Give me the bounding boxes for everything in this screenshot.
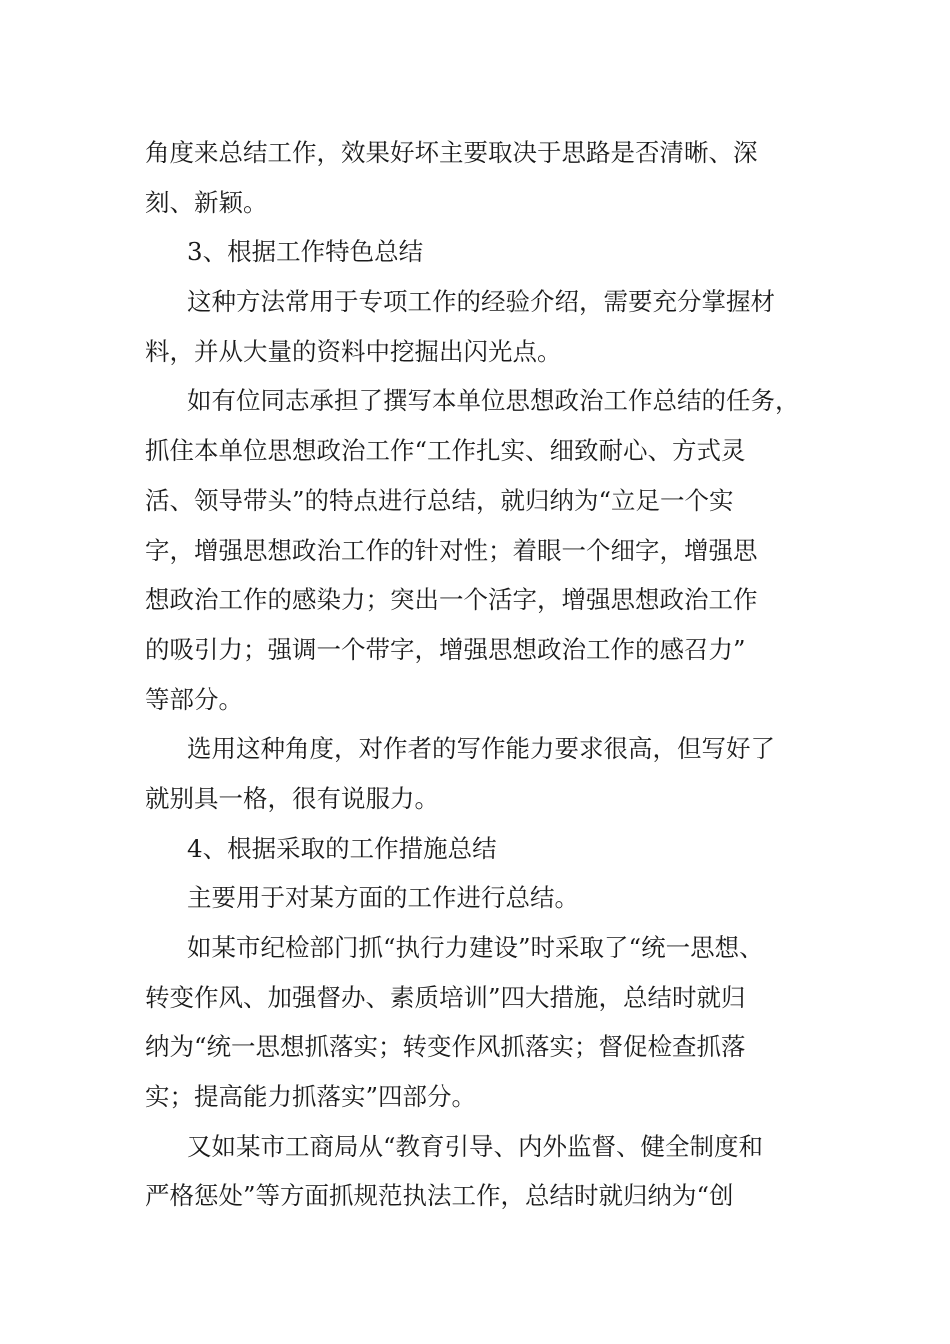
text-line: 料，并从大量的资料中挖掘出闪光点。 [145, 336, 562, 366]
text-line: 刻、新颖。 [145, 187, 268, 217]
text-line: 就别具一格，很有说服力。 [145, 783, 439, 813]
text-line: 想政治工作的感染力；突出一个活字，增强思想政治工作 [145, 585, 758, 615]
text-line: 如有位同志承担了撰写本单位思想政治工作总结的任务， [187, 386, 800, 416]
section-heading: 4、根据采取的工作措施总结 [187, 833, 497, 863]
text-line: 的吸引力；强调一个带字，增强思想政治工作的感召力” [145, 634, 746, 664]
text-line: 纳为“统一思想抓落实；转变作风抓落实；督促检查抓落 [145, 1032, 746, 1062]
text-line: 主要用于对某方面的工作进行总结。 [187, 883, 579, 913]
text-line: 严格惩处”等方面抓规范执法工作，总结时就归纳为“创 [145, 1181, 734, 1211]
text-line: 选用这种角度，对作者的写作能力要求很高，但写好了 [187, 734, 775, 764]
text-line: 抓住本单位思想政治工作“工作扎实、细致耐心、方式灵 [145, 436, 746, 466]
text-line: 实；提高能力抓落实”四部分。 [145, 1082, 477, 1112]
text-line: 角度来总结工作，效果好坏主要取决于思路是否清晰、深 [145, 138, 758, 167]
section-heading: 3、根据工作特色总结 [187, 237, 424, 267]
text-line: 又如某市工商局从“教育引导、内外监督、健全制度和 [187, 1131, 764, 1161]
text-line: 等部分。 [145, 684, 243, 714]
text-line: 转变作风、加强督办、素质培训”四大措施，总结时就归 [145, 982, 746, 1012]
text-line: 这种方法常用于专项工作的经验介绍，需要充分掌握材 [187, 287, 775, 317]
text-line: 活、领导带头”的特点进行总结，就归纳为“立足一个实 [145, 485, 734, 515]
document-body [145, 128, 825, 1221]
text-line: 字，增强思想政治工作的针对性；着眼一个细字，增强思 [145, 535, 758, 565]
text-line: 如某市纪检部门抓“执行力建设”时采取了“统一思想、 [187, 933, 764, 962]
